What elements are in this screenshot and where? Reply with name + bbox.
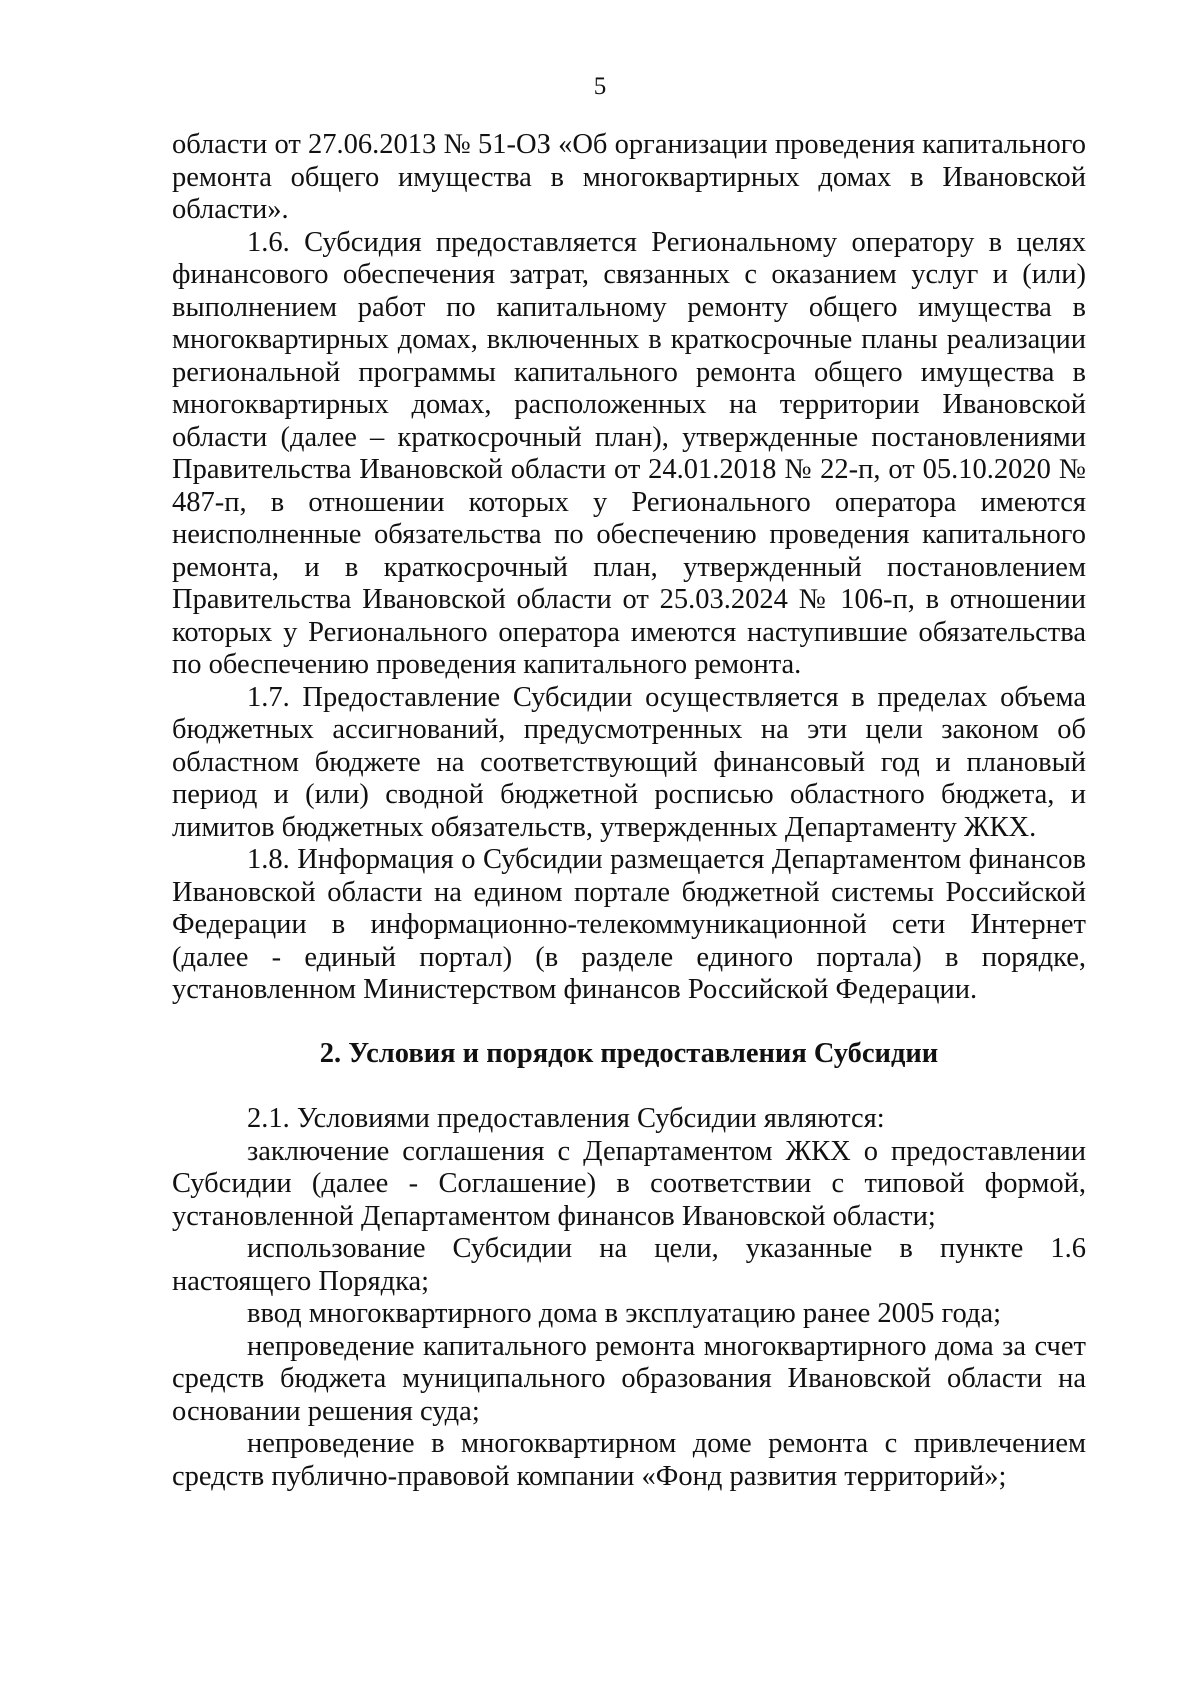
condition-no-fund-repair: непроведение в многоквартирном доме ремонта с привлечением средств публично-правовой компании «Фонд развития территорий»; xyxy=(172,1428,1086,1492)
paragraph-2-1: 2.1. Условиями предоставления Субсидии являются: xyxy=(247,1103,885,1134)
condition-agreement: заключение соглашения с Департаментом ЖКХ о предоставлении Субсидии (далее - Соглашение) в соответствии с типовой формой, установленной Департаментом финансов Ивановской области; xyxy=(172,1135,1086,1232)
page-number: 5 xyxy=(593,73,607,100)
section-2-body xyxy=(172,1103,1086,1493)
section-1-body xyxy=(172,129,1086,1007)
condition-commissioning-date: ввод многоквартирного дома в эксплуатацию ранее 2005 года; xyxy=(247,1298,1002,1329)
condition-use-of-subsidy: использование Субсидии на цели, указанные в пункте 1.6 настоящего Порядка; xyxy=(172,1233,1086,1297)
paragraph-1-8: 1.8. Информация о Субсидии размещается Департаментом финансов Ивановской области на едином портале бюджетной системы Российской Федерации в информационно-телекоммуникационной сети Интернет (далее - единый портал) (в разделе единого портала) в порядке, установленном Министерством финансов Российской Федерации. xyxy=(172,844,1086,1005)
condition-no-court-repair: непроведение капитального ремонта многоквартирного дома за счет средств бюджета муниципального образования Ивановской области на основании решения суда; xyxy=(172,1330,1086,1427)
paragraph-1-6: 1.6. Субсидия предоставляется Региональному оператору в целях финансового обеспечения затрат, связанных с оказанием услуг и (или) выполнением работ по капитальному ремонту общего имущества в многоквартирных домах, включенных в краткосрочные планы реализации региональной программы капитального ремонта общего имущества в многоквартирных домах, расположенных на территории Ивановской области (далее – краткосрочный план), утвержденные постановлениями Правительства Ивановской области от 24.01.2018 № 22-п, от 05.10.2020 № 487-п, в отношении которых у Регионального оператора имеются неисполненные обязательства по обеспечению проведения капитального ремонта, и в краткосрочный план, утвержденный постановлением Правительства Ивановской области от 25.03.2024 № 106-п, в отношении которых у Регионального оператора имеются наступившие обязательства по обеспечению проведения капитального ремонта. xyxy=(172,226,1086,680)
section-2-heading: 2. Условия и порядок предоставления Субсидии xyxy=(319,1038,939,1069)
paragraph-continuation: области от 27.06.2013 № 51-ОЗ «Об организации проведения капитального ремонта общего имущества в многоквартирных домах в Ивановской области». xyxy=(172,129,1086,225)
paragraph-1-7: 1.7. Предоставление Субсидии осуществляется в пределах объема бюджетных ассигнований, предусмотренных на эти цели законом об областном бюджете на соответствующий финансовый год и плановый период и (или) сводной бюджетной росписью областного бюджета, и лимитов бюджетных обязательств, утвержденных Департаменту ЖКХ. xyxy=(172,681,1086,843)
